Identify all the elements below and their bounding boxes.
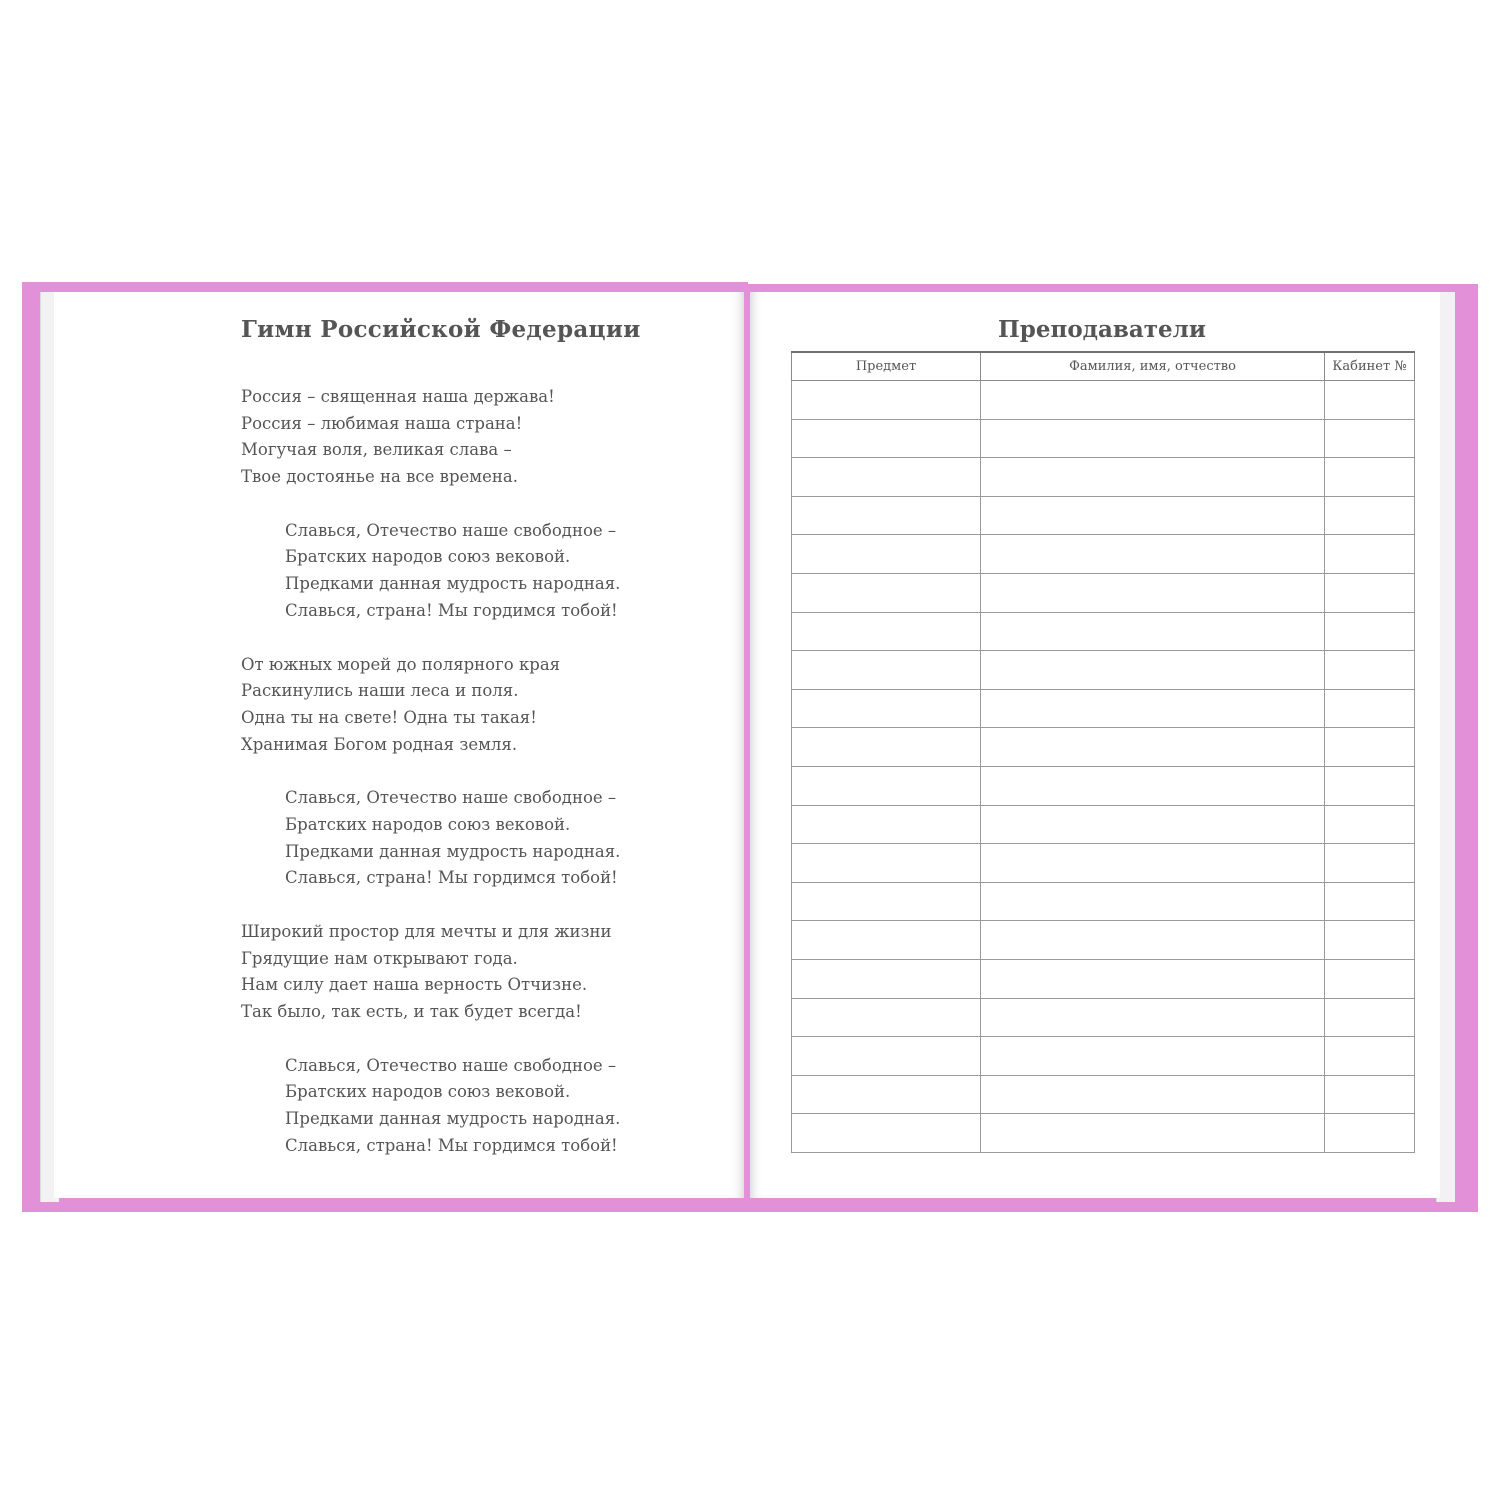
room-cell[interactable] [1325,458,1415,497]
verse-stanza [241,652,620,759]
room-cell[interactable] [1325,419,1415,458]
subject-cell[interactable] [792,458,981,497]
table-row [792,1037,1415,1076]
table-row [792,458,1415,497]
poem-line: Одна ты на свете! Одна ты такая! [241,707,537,727]
fullname-cell[interactable] [981,959,1325,998]
table-row [792,1075,1415,1114]
subject-cell[interactable] [792,805,981,844]
table-row [792,728,1415,767]
table-row [792,921,1415,960]
subject-cell[interactable] [792,419,981,458]
subject-cell[interactable] [792,535,981,574]
poem-line: Предками данная мудрость народная. [285,1109,621,1129]
poem-line: Славься, Отечество наше свободное – [285,788,617,808]
fullname-cell[interactable] [981,998,1325,1037]
subject-cell[interactable] [792,728,981,767]
room-cell[interactable] [1325,535,1415,574]
poem-line: Раскинулись наши леса и поля. [241,681,519,701]
poem-line: Славься, страна! Мы гордимся тобой! [285,868,618,888]
room-cell[interactable] [1325,573,1415,612]
poem-line: Предками данная мудрость народная. [285,841,621,861]
poem-line: Хранимая Богом родная земля. [241,734,518,754]
subject-cell[interactable] [792,689,981,728]
refrain-stanza [241,785,620,892]
poem-line: Могучая воля, великая слава – [241,440,512,460]
poem-line: Широкий простор для мечты и для жизни [241,922,612,941]
table-row [792,882,1415,921]
teachers-title: Преподаватели [998,316,1206,343]
table-row [792,612,1415,651]
poem-line: Предками данная мудрость народная. [285,574,621,594]
subject-cell[interactable] [792,381,981,420]
table-row [792,419,1415,458]
table-row [792,766,1415,805]
room-cell[interactable] [1325,728,1415,767]
table-row [792,689,1415,728]
column-header-subject: Предмет [792,352,981,381]
poem-line: Нам силу дает наша верность Отчизне. [241,975,588,995]
room-cell[interactable] [1325,998,1415,1037]
poem-line: Братских народов союз вековой. [285,1082,571,1102]
room-cell[interactable] [1325,1037,1415,1076]
anthem-title: Гимн Российской Федерации [241,316,641,343]
room-cell[interactable] [1325,805,1415,844]
room-cell[interactable] [1325,844,1415,883]
poem-line: Славься, Отечество наше свободное – [285,1055,617,1075]
fullname-cell[interactable] [981,921,1325,960]
fullname-cell[interactable] [981,805,1325,844]
column-header-room: Кабинет № [1325,352,1415,381]
table-row [792,651,1415,690]
table-row [792,381,1415,420]
poem-line: Россия – любимая наша страна! [241,413,523,433]
subject-cell[interactable] [792,651,981,690]
fullname-cell[interactable] [981,573,1325,612]
room-cell[interactable] [1325,959,1415,998]
poem-line: Братских народов союз вековой. [285,814,571,834]
table-row [792,496,1415,535]
poem-line: Так было, так есть, и так будет всегда! [241,1002,582,1022]
poem-line: От южных морей до полярного края [241,654,561,674]
table-row [792,1114,1415,1153]
table-row [792,998,1415,1037]
subject-cell[interactable] [792,844,981,883]
subject-cell[interactable] [792,496,981,535]
subject-cell[interactable] [792,959,981,998]
poem-line: Россия – священная наша держава! [241,387,555,406]
table-row [792,535,1415,574]
verse-stanza [241,384,620,491]
table-header-row [792,352,1415,381]
table-row [792,573,1415,612]
fullname-cell[interactable] [981,1037,1325,1076]
subject-cell[interactable] [792,1114,981,1153]
fullname-cell[interactable] [981,496,1325,535]
room-cell[interactable] [1325,1114,1415,1153]
subject-cell[interactable] [792,1075,981,1114]
table-row [792,844,1415,883]
fullname-cell[interactable] [981,1075,1325,1114]
table-row [792,805,1415,844]
fullname-cell[interactable] [981,844,1325,883]
refrain-stanza [241,1053,620,1160]
subject-cell[interactable] [792,921,981,960]
fullname-cell[interactable] [981,882,1325,921]
room-cell[interactable] [1325,612,1415,651]
fullname-cell[interactable] [981,689,1325,728]
room-cell[interactable] [1325,651,1415,690]
poem-line: Грядущие нам открывают года. [241,948,518,968]
subject-cell[interactable] [792,998,981,1037]
poem-line: Славься, страна! Мы гордимся тобой! [285,600,618,620]
table-row [792,959,1415,998]
subject-cell[interactable] [792,882,981,921]
poem-line: Славься, Отечество наше свободное – [285,520,617,540]
room-cell[interactable] [1325,496,1415,535]
subject-cell[interactable] [792,612,981,651]
poem-line: Твое достоянье на все времена. [241,467,518,487]
anthem-text [241,384,620,1187]
fullname-cell[interactable] [981,1114,1325,1153]
fullname-cell[interactable] [981,419,1325,458]
room-cell[interactable] [1325,921,1415,960]
poem-line: Братских народов союз вековой. [285,547,571,567]
fullname-cell[interactable] [981,612,1325,651]
poem-line: Славься, страна! Мы гордимся тобой! [285,1135,618,1155]
room-cell[interactable] [1325,1075,1415,1114]
subject-cell[interactable] [792,1037,981,1076]
verse-stanza [241,919,620,1026]
room-cell[interactable] [1325,689,1415,728]
fullname-cell[interactable] [981,651,1325,690]
fullname-cell[interactable] [981,535,1325,574]
room-cell[interactable] [1325,882,1415,921]
fullname-cell[interactable] [981,728,1325,767]
subject-cell[interactable] [792,766,981,805]
room-cell[interactable] [1325,381,1415,420]
refrain-stanza [241,518,620,625]
room-cell[interactable] [1325,766,1415,805]
fullname-cell[interactable] [981,766,1325,805]
column-header-fullname: Фамилия, имя, отчество [981,352,1325,381]
fullname-cell[interactable] [981,381,1325,420]
fullname-cell[interactable] [981,458,1325,497]
subject-cell[interactable] [792,573,981,612]
teachers-table [791,351,1415,1153]
